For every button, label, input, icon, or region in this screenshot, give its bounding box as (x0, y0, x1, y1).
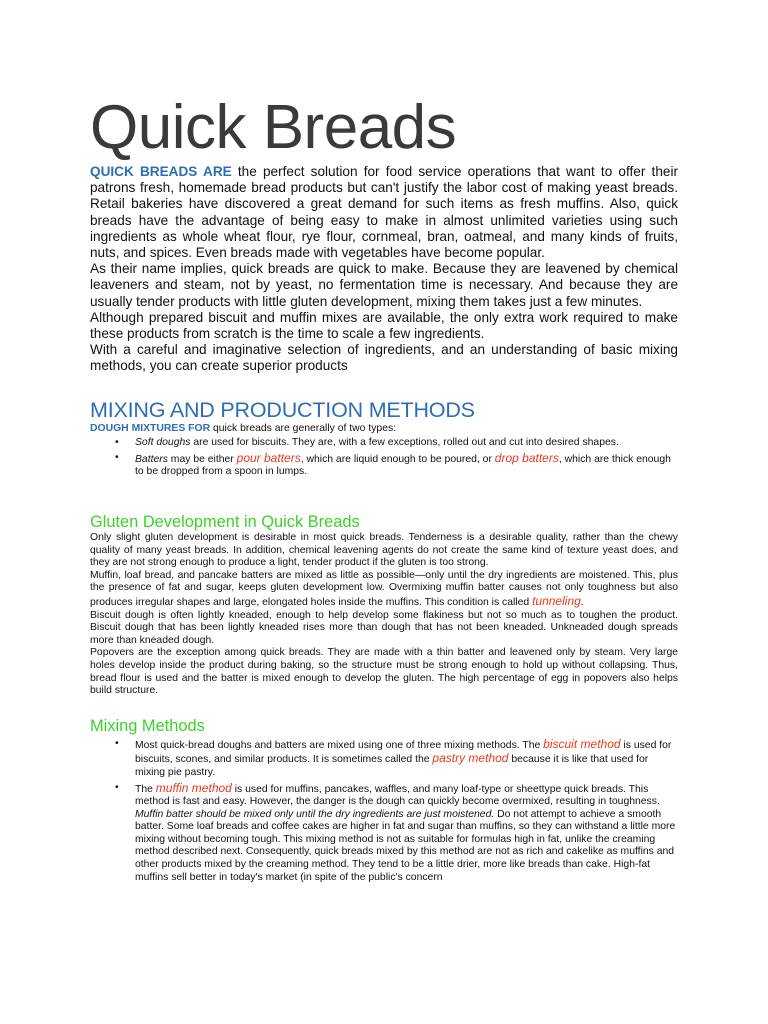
intro-section (90, 164, 678, 375)
highlighted-term: drop batters (494, 450, 559, 465)
gluten-paragraph: Biscuit dough is often lightly kneaded, enough to help develop some flakiness but not so much as to toughen the product. Biscuit dough that has been lightly kneaded rises more than dough that has not been kneaded. Unkneaded dough spreads more than kneaded dough. (90, 609, 678, 646)
bullet-icon: • (115, 737, 119, 749)
bullet-icon: • (115, 781, 119, 793)
gluten-paragraph-text: . (580, 596, 584, 608)
gluten-section (90, 532, 678, 698)
section-heading-mixing-production: MIXING AND PRODUCTION METHODS (90, 397, 475, 422)
list-item-text: Most quick-bread doughs and batters are mixed using one of three mixing methods. The (135, 739, 544, 751)
mixing-methods-list (90, 738, 678, 885)
intro-paragraph (90, 164, 678, 261)
highlighted-term: tunneling (532, 593, 581, 608)
gluten-paragraph-text: Muffin, loaf bread, and pancake batters are mixed as little as possible—only until the dry ingredients are moistened. This, plus the presence of fat and sugar, keeps gluten development low. Overmixing muffin batter causes not only toughness but also produces irregular shapes and large, elongated holes inside the muffins. This condition is called (90, 569, 678, 608)
highlighted-term: pastry method (432, 751, 509, 766)
document-page (90, 92, 678, 884)
section-heading-gluten: Gluten Development in Quick Breads (90, 513, 360, 532)
list-item-text: because it is like that used for mixing pie pastry. (135, 754, 649, 778)
list-item (90, 437, 678, 450)
spacer (90, 479, 678, 512)
dough-mixtures-paragraph (90, 423, 678, 436)
mixing-production-section (90, 423, 678, 479)
intro-lead-in: QUICK BREADS ARE (90, 164, 232, 179)
dough-mixtures-lead-in: DOUGH MIXTURES FOR (90, 422, 211, 434)
page-title: Quick Breads (90, 93, 457, 162)
intro-paragraph: As their name implies, quick breads are quick to make. Because they are leavened by chemical leaveners and steam, not by yeast, no fermentation time is necessary. And because they are usually tender products with little gluten development, mixing them takes just a few minutes. (90, 261, 678, 309)
emphasized-text: Muffin batter should be mixed only until the dry ingredients are just moistened. (135, 808, 495, 820)
list-item-text: , which are thick enough to be dropped from a spoon in lumps. (135, 453, 671, 478)
list-item-text: is used for biscuits, scones, and similar products. It is sometimes called the (135, 739, 672, 766)
gluten-paragraph (90, 570, 678, 610)
list-item (90, 452, 678, 479)
list-item-text: may be either (167, 453, 237, 465)
bullet-icon: • (115, 451, 119, 463)
intro-paragraph-text: the perfect solution for food service operations that want to offer their patrons fresh, homemade bread products but can't justify the labor cost of making yeast breads. Retail bakeries have discovered a great demand for such items as fresh muffins. Also, quick breads have the advantage of being easy to make in almost unlimited varieties using such ingredients as whole wheat flour, rye flour, cornmeal, bran, oatmeal, and many kinds of fruits, nuts, and spices. Even breads made with vegetables have become popular. (90, 164, 678, 261)
highlighted-term: muffin method (155, 780, 232, 795)
list-item (90, 738, 678, 780)
list-item-text: is used for muffins, pancakes, waffles, and many loaf-type or sheettype quick breads. This method is fast and easy. However, the danger is the dough can quickly become overmixed, resulting in toughness. (135, 783, 660, 808)
dough-mixtures-text: quick breads are generally of two types: (210, 422, 397, 434)
list-term: Batters (135, 453, 168, 465)
list-item-text: The (135, 783, 156, 795)
intro-paragraph: With a careful and imaginative selection of ingredients, and an understanding of basic mixing methods, you can create superior products (90, 342, 678, 374)
list-term: Soft doughs (135, 437, 191, 449)
spacer (90, 698, 678, 716)
dough-types-list (90, 437, 678, 479)
list-item-text: Do not attempt to achieve a smooth batter. Some loaf breads and coffee cakes are higher in fat and sugar than muffins, so they can withstand a little more mixing without becoming tough. This mixing method is not as suitable for formulas high in fat, unlike the creaming method described next. Consequently, quick breads mixed by this method are not as rich and cakelike as muffins and other products mixed by the creaming method. They tend to be a little drier, more like breads than cake. High-fat muffins sell better in today's market (in spite of the public's concern (135, 808, 676, 883)
bullet-icon: • (115, 437, 119, 449)
section-heading-mixing-methods: Mixing Methods (90, 716, 205, 735)
list-item-text: , which are liquid enough to be poured, or (300, 453, 495, 465)
list-item-text: are used for biscuits. They are, with a few exceptions, rolled out and cut into desired shapes. (190, 437, 619, 449)
highlighted-term: biscuit method (543, 736, 621, 751)
gluten-paragraph: Only slight gluten development is desirable in most quick breads. Tenderness is a desirable quality, rather than the chewy quality of many yeast breads. In addition, chemical leavening agents do not create the same kind of texture yeast does, and they are not strong enough to produce a light, tender product if the gluten is too strong. (90, 532, 678, 569)
list-item (90, 782, 678, 885)
mixing-methods-section (90, 738, 678, 885)
highlighted-term: pour batters (236, 450, 301, 465)
intro-paragraph: Although prepared biscuit and muffin mixes are available, the only extra work required to make these products from scratch is the time to scale a few ingredients. (90, 309, 678, 342)
gluten-paragraph: Popovers are the exception among quick breads. They are made with a thin batter and leavened only by steam. Very large holes develop inside the product during baking, so the structure must be strong enough to hold up without collapsing. Thus, bread flour is used and the batter is mixed enough to develop the gluten. The high percentage of egg in popovers also helps build structure. (90, 647, 678, 697)
